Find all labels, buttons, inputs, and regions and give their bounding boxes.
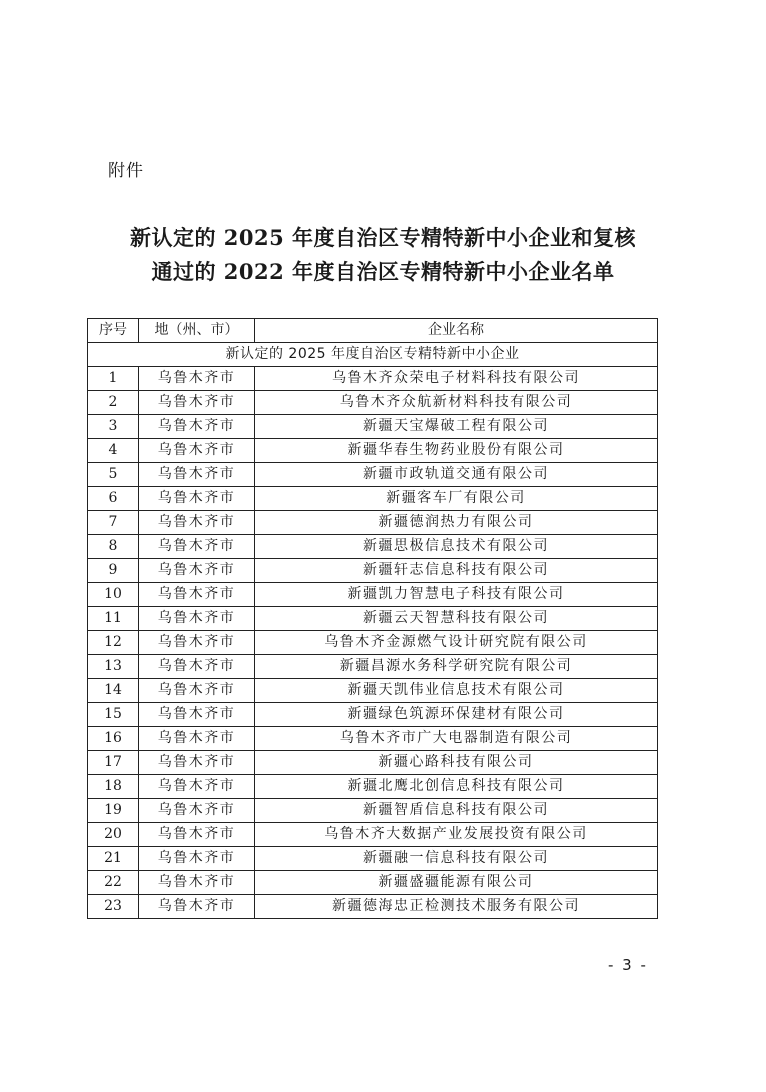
attachment-label: 附件: [108, 161, 144, 181]
enterprise-name-cell: 乌鲁木齐金源燃气设计研究院有限公司: [255, 631, 658, 655]
table-row: [88, 775, 658, 799]
table-row: [88, 799, 658, 823]
enterprise-name-cell: 乌鲁木齐大数据产业发展投资有限公司: [255, 823, 658, 847]
table-row: [88, 391, 658, 415]
serial-number-cell: 1: [88, 367, 139, 391]
region-cell: 乌鲁木齐市: [139, 871, 255, 895]
enterprise-name-cell: 新疆云天智慧科技有限公司: [255, 607, 658, 631]
enterprise-list-table: [87, 318, 658, 919]
serial-number-cell: 19: [88, 799, 139, 823]
table-row: [88, 487, 658, 511]
serial-number-cell: 3: [88, 415, 139, 439]
serial-number-cell: 14: [88, 679, 139, 703]
document-title-line-1: 新认定的 2025 年度自治区专精特新中小企业和复核: [129, 225, 637, 250]
serial-number-cell: 17: [88, 751, 139, 775]
enterprise-name-cell: 新疆盛疆能源有限公司: [255, 871, 658, 895]
region-cell: 乌鲁木齐市: [139, 391, 255, 415]
region-cell: 乌鲁木齐市: [139, 559, 255, 583]
region-cell: 乌鲁木齐市: [139, 415, 255, 439]
enterprise-name-cell: 新疆德润热力有限公司: [255, 511, 658, 535]
table-row: [88, 895, 658, 919]
serial-number-cell: 20: [88, 823, 139, 847]
region-cell: 乌鲁木齐市: [139, 775, 255, 799]
table-row: [88, 847, 658, 871]
table-row: [88, 583, 658, 607]
region-cell: 乌鲁木齐市: [139, 607, 255, 631]
enterprise-name-cell: 新疆客车厂有限公司: [255, 487, 658, 511]
serial-number-cell: 5: [88, 463, 139, 487]
header-enterprise-name: 企业名称: [255, 319, 658, 343]
region-cell: 乌鲁木齐市: [139, 799, 255, 823]
region-cell: 乌鲁木齐市: [139, 703, 255, 727]
serial-number-cell: 9: [88, 559, 139, 583]
serial-number-cell: 15: [88, 703, 139, 727]
enterprise-name-cell: 新疆北鹰北创信息科技有限公司: [255, 775, 658, 799]
serial-number-cell: 12: [88, 631, 139, 655]
region-cell: 乌鲁木齐市: [139, 511, 255, 535]
serial-number-cell: 7: [88, 511, 139, 535]
table-row: [88, 823, 658, 847]
page-number: - 3 -: [608, 956, 648, 974]
serial-number-cell: 22: [88, 871, 139, 895]
enterprise-name-cell: 新疆昌源水务科学研究院有限公司: [255, 655, 658, 679]
table-row: [88, 679, 658, 703]
enterprise-name-cell: 新疆融一信息科技有限公司: [255, 847, 658, 871]
enterprise-name-cell: 新疆绿色筑源环保建材有限公司: [255, 703, 658, 727]
enterprise-name-cell: 新疆轩志信息科技有限公司: [255, 559, 658, 583]
enterprise-name-cell: 新疆市政轨道交通有限公司: [255, 463, 658, 487]
region-cell: 乌鲁木齐市: [139, 655, 255, 679]
table-row: [88, 367, 658, 391]
serial-number-cell: 21: [88, 847, 139, 871]
serial-number-cell: 16: [88, 727, 139, 751]
region-cell: 乌鲁木齐市: [139, 367, 255, 391]
serial-number-cell: 8: [88, 535, 139, 559]
serial-number-cell: 18: [88, 775, 139, 799]
region-cell: 乌鲁木齐市: [139, 487, 255, 511]
table-body: [88, 343, 658, 919]
enterprise-name-cell: 新疆华春生物药业股份有限公司: [255, 439, 658, 463]
region-cell: 乌鲁木齐市: [139, 583, 255, 607]
region-cell: 乌鲁木齐市: [139, 727, 255, 751]
table-row: [88, 463, 658, 487]
table-header-row: [88, 319, 658, 343]
region-cell: 乌鲁木齐市: [139, 847, 255, 871]
header-serial-number: 序号: [88, 319, 139, 343]
table-row: [88, 871, 658, 895]
table-row: [88, 631, 658, 655]
serial-number-cell: 11: [88, 607, 139, 631]
serial-number-cell: 23: [88, 895, 139, 919]
region-cell: 乌鲁木齐市: [139, 463, 255, 487]
table-row: [88, 751, 658, 775]
region-cell: 乌鲁木齐市: [139, 751, 255, 775]
table-row: [88, 559, 658, 583]
enterprise-name-cell: 乌鲁木齐市广大电器制造有限公司: [255, 727, 658, 751]
enterprise-name-cell: 新疆心路科技有限公司: [255, 751, 658, 775]
table-row: [88, 607, 658, 631]
enterprise-name-cell: 新疆德海忠正检测技术服务有限公司: [255, 895, 658, 919]
region-cell: 乌鲁木齐市: [139, 823, 255, 847]
enterprise-name-cell: 新疆天凯伟业信息技术有限公司: [255, 679, 658, 703]
table-row: [88, 415, 658, 439]
enterprise-name-cell: 新疆凯力智慧电子科技有限公司: [255, 583, 658, 607]
region-cell: 乌鲁木齐市: [139, 535, 255, 559]
table-row: [88, 703, 658, 727]
document-title-line-2: 通过的 2022 年度自治区专精特新中小企业名单: [151, 259, 615, 284]
enterprise-name-cell: 新疆智盾信息科技有限公司: [255, 799, 658, 823]
table-row: [88, 511, 658, 535]
region-cell: 乌鲁木齐市: [139, 631, 255, 655]
enterprise-name-cell: 新疆思极信息技术有限公司: [255, 535, 658, 559]
region-cell: 乌鲁木齐市: [139, 679, 255, 703]
section-row: [88, 343, 658, 367]
region-cell: 乌鲁木齐市: [139, 895, 255, 919]
table-row: [88, 727, 658, 751]
region-cell: 乌鲁木齐市: [139, 439, 255, 463]
serial-number-cell: 6: [88, 487, 139, 511]
section-title: 新认定的 2025 年度自治区专精特新中小企业: [88, 343, 658, 367]
serial-number-cell: 2: [88, 391, 139, 415]
table-row: [88, 439, 658, 463]
enterprise-name-cell: 乌鲁木齐众荣电子材料科技有限公司: [255, 367, 658, 391]
serial-number-cell: 13: [88, 655, 139, 679]
enterprise-name-cell: 新疆天宝爆破工程有限公司: [255, 415, 658, 439]
serial-number-cell: 10: [88, 583, 139, 607]
serial-number-cell: 4: [88, 439, 139, 463]
table-row: [88, 655, 658, 679]
enterprise-name-cell: 乌鲁木齐众航新材料科技有限公司: [255, 391, 658, 415]
table-row: [88, 535, 658, 559]
header-region: 地（州、市）: [139, 319, 255, 343]
